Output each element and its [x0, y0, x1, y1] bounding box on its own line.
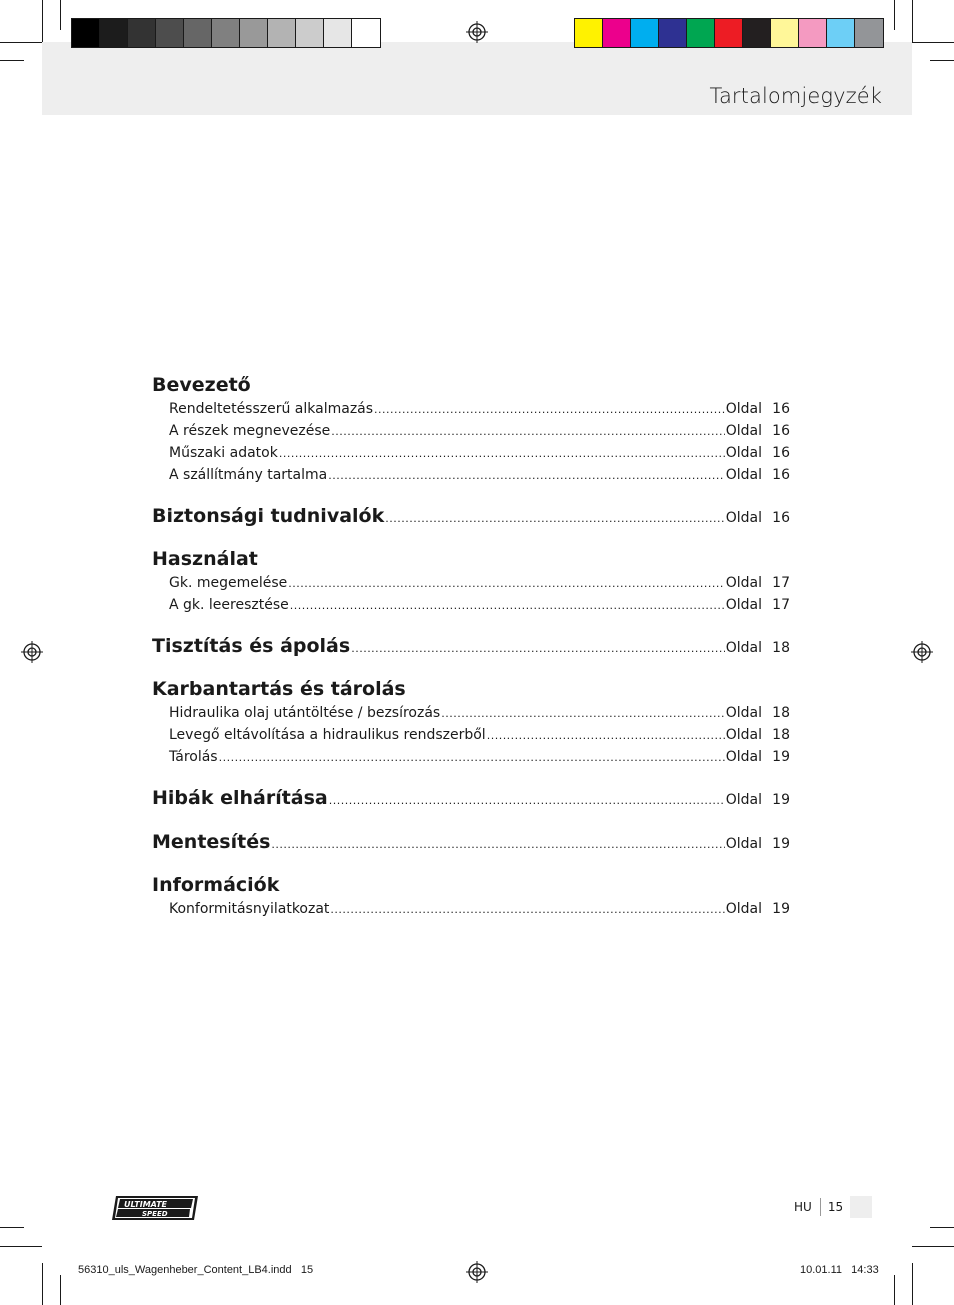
- crop-mark: [42, 1263, 43, 1305]
- toc-entry[interactable]: [152, 594, 790, 616]
- toc-section-title: Karbantartás és tárolás: [152, 678, 406, 700]
- toc-leader-dots: [331, 421, 724, 443]
- registration-mark-icon: [466, 21, 488, 43]
- color-swatch: [771, 19, 799, 47]
- color-swatch: [72, 19, 100, 47]
- crop-mark: [930, 1227, 954, 1228]
- color-swatch: [631, 19, 659, 47]
- toc-page-prefix: Oldal: [725, 640, 762, 656]
- crop-mark: [0, 60, 24, 61]
- toc-page-number: 19: [772, 792, 790, 808]
- toc-page-number: 19: [772, 749, 790, 765]
- grayscale-color-bar: [71, 18, 381, 48]
- toc-page-prefix: Oldal: [725, 749, 762, 765]
- toc-page-number: 16: [772, 467, 790, 483]
- toc-page-prefix: Oldal: [725, 792, 762, 808]
- toc-page-prefix: Oldal: [725, 445, 762, 461]
- toc-page-number: 19: [772, 836, 790, 852]
- toc-page-prefix: Oldal: [725, 836, 762, 852]
- toc-page-number: 16: [772, 445, 790, 461]
- toc-entry-label: A gk. leeresztése: [169, 597, 289, 613]
- crop-mark: [912, 1263, 913, 1305]
- toc-page-number: 18: [772, 705, 790, 721]
- crop-mark: [0, 1246, 42, 1247]
- toc-section-title: Használat: [152, 548, 258, 570]
- toc-section-title: Biztonsági tudnivalók: [152, 505, 385, 527]
- toc-page-prefix: Oldal: [725, 597, 762, 613]
- toc-leader-dots: [328, 465, 725, 487]
- toc-section-title: Hibák elhárítása: [152, 787, 328, 809]
- registration-mark-icon: [466, 1261, 488, 1283]
- toc-leader-dots: [487, 725, 725, 747]
- color-swatch: [240, 19, 268, 47]
- toc-section-title: Információk: [152, 874, 280, 896]
- toc-section-entry[interactable]: [152, 502, 790, 530]
- crop-mark: [894, 0, 895, 30]
- toc-entry[interactable]: [152, 898, 790, 920]
- color-swatch: [799, 19, 827, 47]
- svg-text:ULTIMATE: ULTIMATE: [124, 1200, 168, 1209]
- crop-mark: [912, 1246, 954, 1247]
- toc-page-number: 17: [772, 597, 790, 613]
- crop-mark: [912, 42, 954, 43]
- toc-leader-dots: [330, 899, 724, 921]
- toc-page-prefix: Oldal: [725, 575, 762, 591]
- color-swatch: [352, 19, 380, 47]
- toc-page-number: 19: [772, 901, 790, 917]
- crop-mark: [60, 1275, 61, 1305]
- color-swatch: [687, 19, 715, 47]
- toc-entry[interactable]: [152, 702, 790, 724]
- toc-page-number: 16: [772, 401, 790, 417]
- toc-entry-label: A részek megnevezése: [169, 423, 331, 439]
- toc-section-title: Tisztítás és ápolás: [152, 635, 351, 657]
- toc-entry-label: Gk. megemelése: [169, 575, 288, 591]
- page-number-box: [794, 1196, 872, 1218]
- toc-leader-dots: [374, 399, 725, 421]
- crop-mark: [0, 1227, 24, 1228]
- page-number: 15: [827, 1200, 844, 1214]
- registration-mark-icon: [911, 641, 933, 663]
- slug-filename: 56310_uls_Wagenheber_Content_LB4.indd 15: [78, 1264, 314, 1276]
- toc-page-prefix: Oldal: [725, 901, 762, 917]
- color-swatch: [156, 19, 184, 47]
- color-swatch: [659, 19, 687, 47]
- toc-entry-label: Tárolás: [169, 749, 218, 765]
- color-swatch: [743, 19, 771, 47]
- toc-page-number: 17: [772, 575, 790, 591]
- toc-entry-label: Levegő eltávolítása a hidraulikus rendszerből: [169, 727, 486, 743]
- color-swatch: [296, 19, 324, 47]
- crop-mark: [894, 1275, 895, 1305]
- page-tab-marker: [850, 1196, 872, 1218]
- toc-entry[interactable]: [152, 572, 790, 594]
- color-swatch: [212, 19, 240, 47]
- color-swatch: [100, 19, 128, 47]
- toc-entry-label: Rendeltetésszerű alkalmazás: [169, 401, 374, 417]
- toc-leader-dots: [441, 703, 725, 725]
- toc-page-prefix: Oldal: [725, 510, 762, 526]
- crop-mark: [912, 0, 913, 42]
- color-swatch: [827, 19, 855, 47]
- crop-mark: [42, 0, 43, 42]
- color-swatch: [268, 19, 296, 47]
- toc-entry[interactable]: [152, 746, 790, 768]
- registration-mark-icon: [21, 641, 43, 663]
- toc-entry[interactable]: [152, 724, 790, 746]
- toc-leader-dots: [279, 443, 725, 465]
- toc-section-entry[interactable]: [152, 784, 790, 812]
- language-code: HU: [794, 1198, 821, 1216]
- color-swatch: [715, 19, 743, 47]
- slug-date: 10.01.11 14:33: [800, 1264, 879, 1276]
- toc-page-prefix: Oldal: [725, 705, 762, 721]
- color-swatch: [855, 19, 883, 47]
- toc-entry-label: Hidraulika olaj utántöltése / bezsírozás: [169, 705, 441, 721]
- toc-entry[interactable]: [152, 442, 790, 464]
- color-swatch: [603, 19, 631, 47]
- toc-page-number: 16: [772, 510, 790, 526]
- toc-leader-dots: [351, 635, 725, 663]
- toc-section-entry[interactable]: [152, 632, 790, 660]
- toc-leader-dots: [271, 831, 724, 859]
- toc-leader-dots: [290, 595, 725, 617]
- toc-leader-dots: [219, 747, 725, 769]
- table-of-contents: [152, 372, 790, 920]
- color-swatch: [324, 19, 352, 47]
- toc-entry[interactable]: [152, 464, 790, 486]
- process-color-bar: [574, 18, 884, 48]
- brand-logo: [112, 1194, 200, 1222]
- toc-entry[interactable]: [152, 398, 790, 420]
- toc-page-number: 18: [772, 727, 790, 743]
- toc-page-prefix: Oldal: [725, 727, 762, 743]
- color-swatch: [575, 19, 603, 47]
- toc-entry-label: Konformitásnyilatkozat: [169, 901, 330, 917]
- color-swatch: [184, 19, 212, 47]
- toc-leader-dots: [329, 787, 725, 815]
- toc-page-number: 16: [772, 423, 790, 439]
- toc-page-prefix: Oldal: [725, 401, 762, 417]
- toc-leader-dots: [288, 573, 724, 595]
- crop-mark: [60, 0, 61, 30]
- color-swatch: [128, 19, 156, 47]
- page-title: Tartalomjegyzék: [709, 84, 882, 108]
- toc-page-prefix: Oldal: [725, 423, 762, 439]
- toc-entry[interactable]: [152, 420, 790, 442]
- toc-section-title: Bevezető: [152, 374, 251, 396]
- crop-mark: [930, 60, 954, 61]
- toc-page-prefix: Oldal: [725, 467, 762, 483]
- svg-text:SPEED: SPEED: [142, 1210, 168, 1218]
- crop-mark: [0, 42, 42, 43]
- toc-section-title: Mentesítés: [152, 831, 271, 853]
- toc-entry-label: Műszaki adatok: [169, 445, 278, 461]
- toc-page-number: 18: [772, 640, 790, 656]
- toc-entry-label: A szállítmány tartalma: [169, 467, 328, 483]
- toc-leader-dots: [385, 505, 725, 533]
- toc-section-entry[interactable]: [152, 828, 790, 856]
